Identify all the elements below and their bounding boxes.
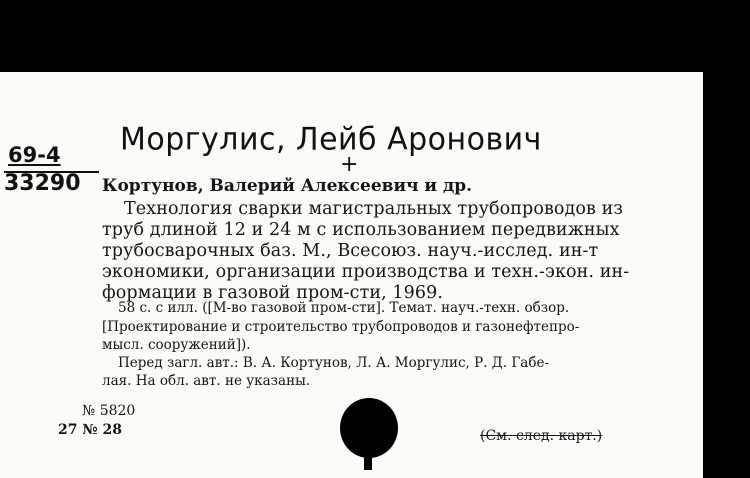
title-line-1: Технология сварки магистральных трубопроводов из — [124, 199, 624, 219]
handwritten-author-name: Моргулис, Лейб Аронович — [120, 121, 542, 158]
accession-number: № 5820 — [82, 403, 136, 419]
note-line-5: лая. На обл. авт. не указаны. — [102, 373, 311, 389]
punch-hole — [340, 398, 398, 458]
handwritten-plus-mark: + — [340, 152, 359, 177]
note-line-3: мысл. сооружений]). — [102, 337, 251, 353]
title-line-3: трубосварочных баз. М., Всесоюз. науч.-исслед. ин-т — [102, 241, 599, 261]
title-line-2: труб длиной 12 и 24 м с использованием передвижных — [102, 220, 620, 240]
catalog-card — [0, 72, 703, 478]
punch-hole-notch — [364, 456, 372, 470]
note-line-4: Перед загл. авт.: В. А. Кортунов, Л. А. Моргулис, Р. Д. Габе- — [118, 355, 550, 371]
see-next-card-note: (См. след. карт.) — [480, 428, 603, 444]
title-line-5: формации в газовой пром-сти, 1969. — [102, 283, 444, 303]
card-number: 27 № 28 — [58, 422, 122, 438]
shelf-mark-top: 69-4 — [8, 143, 61, 167]
shelf-mark-bottom: 33290 — [4, 171, 81, 196]
note-line-2: [Проектирование и строительство трубопроводов и газонефтепро- — [102, 319, 580, 335]
author-heading: Кортунов, Валерий Алексеевич и др. — [102, 176, 473, 196]
note-line-1: 58 с. с илл. ([М-во газовой пром-сти]. Темат. науч.-техн. обзор. — [118, 300, 570, 316]
title-line-4: экономики, организации производства и техн.-экон. ин- — [102, 262, 630, 282]
